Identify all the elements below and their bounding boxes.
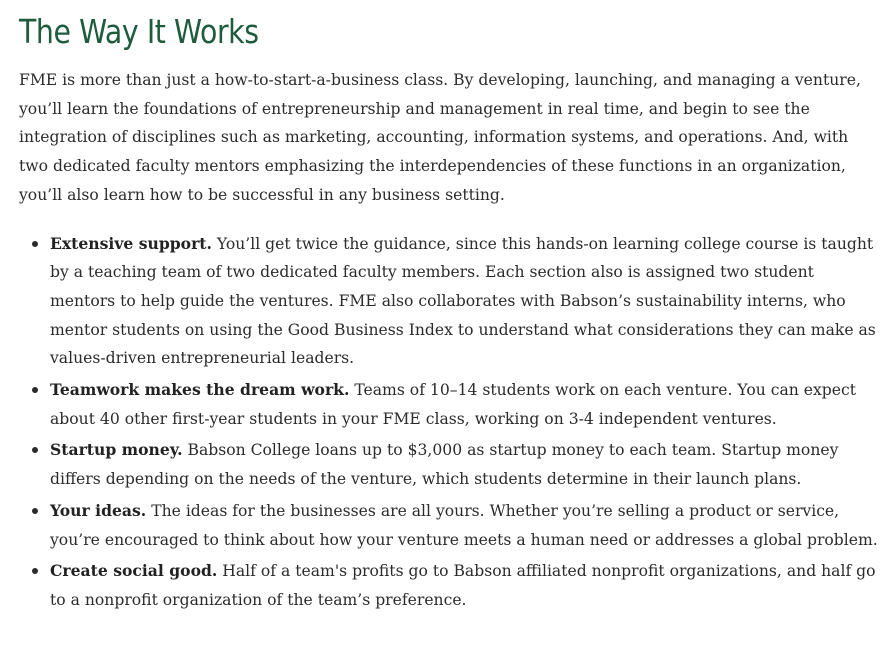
page-title: The Way It Works: [19, 12, 259, 51]
feature-list: [19, 230, 881, 615]
list-item-lead: Create social good.: [50, 561, 218, 581]
list-item-text: Teams of 10–14 students work on each venture. You can expect about 40 other first-year students in your FME class, working on 3-4 independent ventures.: [50, 381, 856, 428]
list-item-lead: Startup money.: [50, 440, 183, 460]
list-item-lead: Teamwork makes the dream work.: [50, 380, 350, 400]
list-item-social-good: [50, 557, 881, 614]
list-item-text: Half of a team's profits go to Babson affiliated nonprofit organizations, and half go to a nonprofit organization of the team’s preference.: [50, 562, 876, 609]
article-section: [19, 10, 881, 618]
list-item-extensive-support: [50, 230, 881, 374]
list-item-teamwork: [50, 376, 881, 433]
list-item-text: You’ll get twice the guidance, since this hands-on learning college course is taught by a teaching team of two dedicated faculty members. Each section also is assigned two student mentors to help guide the ventures. FME also collaborates with Babson’s sustainability interns, who mentor students on using the Good Business Index to understand what considerations they can make as values-driven entrepreneurial leaders.: [50, 234, 876, 368]
intro-paragraph: FME is more than just a how-to-start-a-business class. By developing, launching, and managing a venture, you’ll learn the foundations of entrepreneurship and management in real time, and begin to see the integration of disciplines such as marketing, accounting, information systems, and operations. And, with two dedicated faculty mentors emphasizing the interdependencies of these functions in an organization, you’ll also learn how to be successful in any business setting.: [19, 71, 861, 204]
list-item-text: The ideas for the businesses are all yours. Whether you’re selling a product or service, you’re encouraged to think about how your venture meets a human need or addresses a global problem.: [50, 501, 878, 549]
list-item-lead: Your ideas.: [50, 500, 147, 520]
list-item-text: Babson College loans up to $3,000 as startup money to each team. Startup money differs depending on the needs of the venture, which students determine in their launch plans.: [50, 441, 839, 489]
list-item-lead: Extensive support.: [50, 233, 212, 253]
list-item-startup-money: [50, 436, 881, 493]
list-item-your-ideas: [50, 497, 881, 554]
